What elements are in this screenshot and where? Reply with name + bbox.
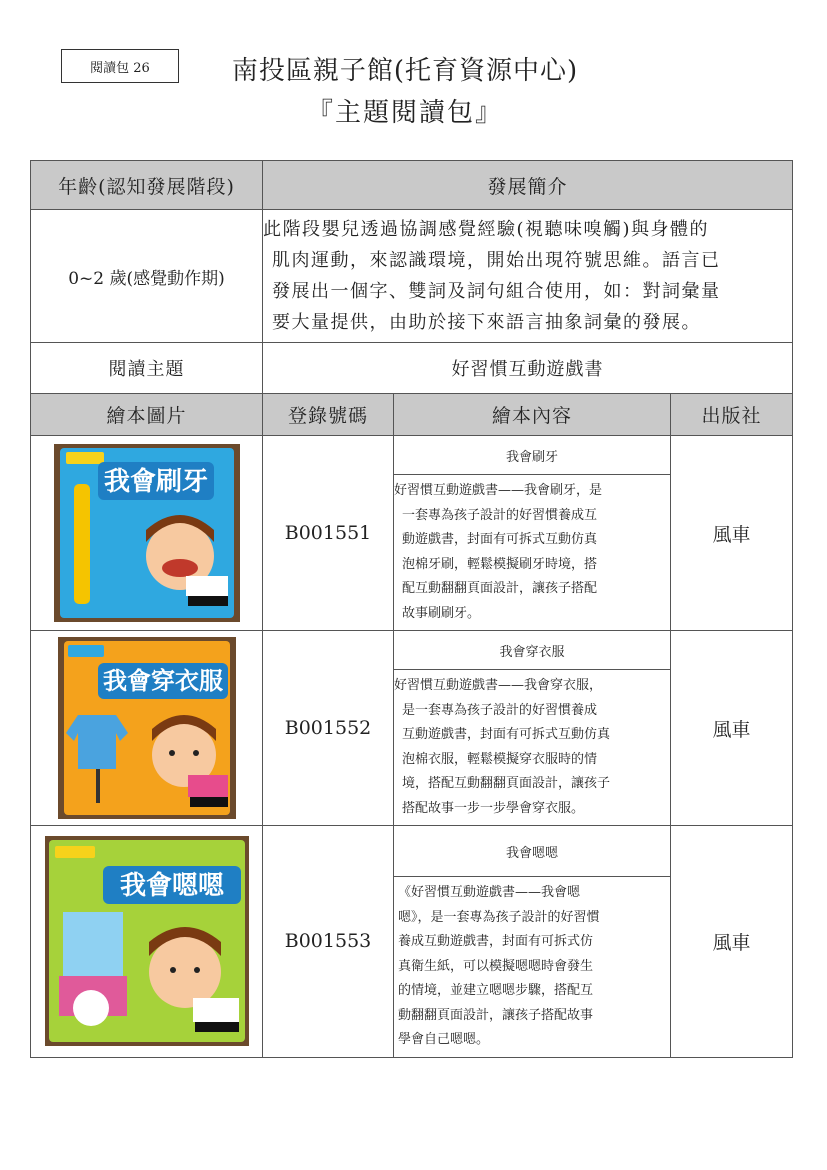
book-cover-cell: [31, 436, 263, 631]
desc-line: 泡棉衣服，輕鬆模擬穿衣服時的情: [402, 751, 598, 767]
desc-line: 一套專為孩子設計的好習慣養成互: [402, 507, 598, 523]
desc-line: 動遊戲書，封面有可拆式互動仿真: [402, 532, 598, 547]
book-title: 我會穿衣服: [394, 631, 670, 670]
page-title: 南投區親子館(托育資源中心): [231, 56, 579, 86]
desc-line: 好習慣互動遊戲書——我會刷牙，是: [394, 483, 603, 498]
column-reg-no: 登錄號碼: [263, 394, 394, 436]
book-row: [31, 826, 793, 1058]
book-row: [31, 631, 793, 826]
desc-line: 《好習慣互動遊戲書——我會嗯: [398, 885, 581, 900]
theme-row: [31, 343, 793, 394]
book-reg-no: B001551: [263, 436, 394, 631]
intro-text: [263, 210, 793, 343]
book-publisher: 風車: [671, 826, 793, 1058]
book-description: [394, 670, 670, 825]
theme-value: 好習慣互動遊戲書: [263, 343, 793, 394]
reading-pack-table: [30, 160, 793, 1058]
svg-text:我會穿衣服: 我會穿衣服: [102, 667, 223, 695]
column-content: 繪本內容: [394, 394, 671, 436]
intro-line: 發展出一個字、雙詞及詞句組合使用，如：對詞彙量: [272, 281, 721, 302]
desc-line: 養成互動遊戲書，封面有可拆式仿: [398, 934, 594, 949]
desc-line: 真衛生紙，可以模擬嗯嗯時會發生: [398, 958, 594, 974]
book-cover-image: [54, 444, 240, 622]
desc-line: 的情境，並建立嗯嗯步驟，搭配互: [398, 983, 594, 998]
desc-line: 好習慣互動遊戲書——我會穿衣服，: [394, 678, 603, 693]
intro-line: 肌肉運動，來認識環境，開始出現符號思維。語言已: [272, 250, 721, 271]
book-content: [394, 436, 671, 631]
book-cover-image: [45, 836, 249, 1046]
intro-header-row: [31, 161, 793, 210]
book-columns-header: [31, 394, 793, 436]
svg-text:我會嗯嗯: 我會嗯嗯: [119, 871, 224, 902]
age-value: 0~2 歲(感覺動作期): [31, 210, 263, 343]
desc-line: 搭配故事一步一步學會穿衣服。: [402, 800, 585, 816]
desc-line: 泡棉牙刷，輕鬆模擬刷牙時境，搭: [402, 556, 598, 572]
intro-line: 此階段嬰兒透過協調感覺經驗(視聽味嗅觸)與身體的: [263, 219, 710, 240]
svg-text:我會刷牙: 我會刷牙: [103, 467, 208, 497]
desc-line: 配互動翻翻頁面設計，讓孩子搭配: [402, 581, 598, 596]
intro-line: 要大量提供，由助於接下來語言抽象詞彙的發展。: [272, 312, 701, 333]
book-cover-image: [58, 637, 236, 819]
book-reg-no: B001553: [263, 826, 394, 1058]
desc-line: 故事刷刷牙。: [402, 605, 481, 621]
book-reg-no: B001552: [263, 631, 394, 826]
desc-line: 嗯》，是一套專為孩子設計的好習慣: [398, 909, 600, 925]
desc-line: 互動遊戲書，封面有可拆式互動仿真: [402, 727, 611, 742]
book-description: [394, 475, 670, 630]
page-subtitle: 『主題閱讀包』: [306, 98, 503, 128]
intro-header: 發展簡介: [263, 161, 793, 210]
intro-row: [31, 210, 793, 343]
book-title: 我會嗯嗯: [394, 826, 670, 877]
desc-line: 學會自己嗯嗯。: [398, 1032, 490, 1047]
book-cover-cell: [31, 631, 263, 826]
theme-label: 閱讀主題: [31, 343, 263, 394]
desc-line: 境，搭配互動翻翻頁面設計，讓孩子: [402, 776, 611, 791]
book-publisher: 風車: [671, 436, 793, 631]
book-content: [394, 826, 671, 1058]
book-content: [394, 631, 671, 826]
column-picture: 繪本圖片: [31, 394, 263, 436]
book-cover-cell: [31, 826, 263, 1058]
book-publisher: 風車: [671, 631, 793, 826]
book-description: [394, 877, 670, 1057]
age-header: 年齡(認知發展階段): [31, 161, 263, 210]
desc-line: 動翻翻頁面設計，讓孩子搭配故事: [398, 1007, 594, 1023]
book-title: 我會刷牙: [394, 436, 670, 475]
column-publisher: 出版社: [671, 394, 793, 436]
desc-line: 是一套專為孩子設計的好習慣養成: [402, 702, 598, 718]
book-row: [31, 436, 793, 631]
reading-pack-badge: 閱讀包 26: [61, 49, 179, 83]
